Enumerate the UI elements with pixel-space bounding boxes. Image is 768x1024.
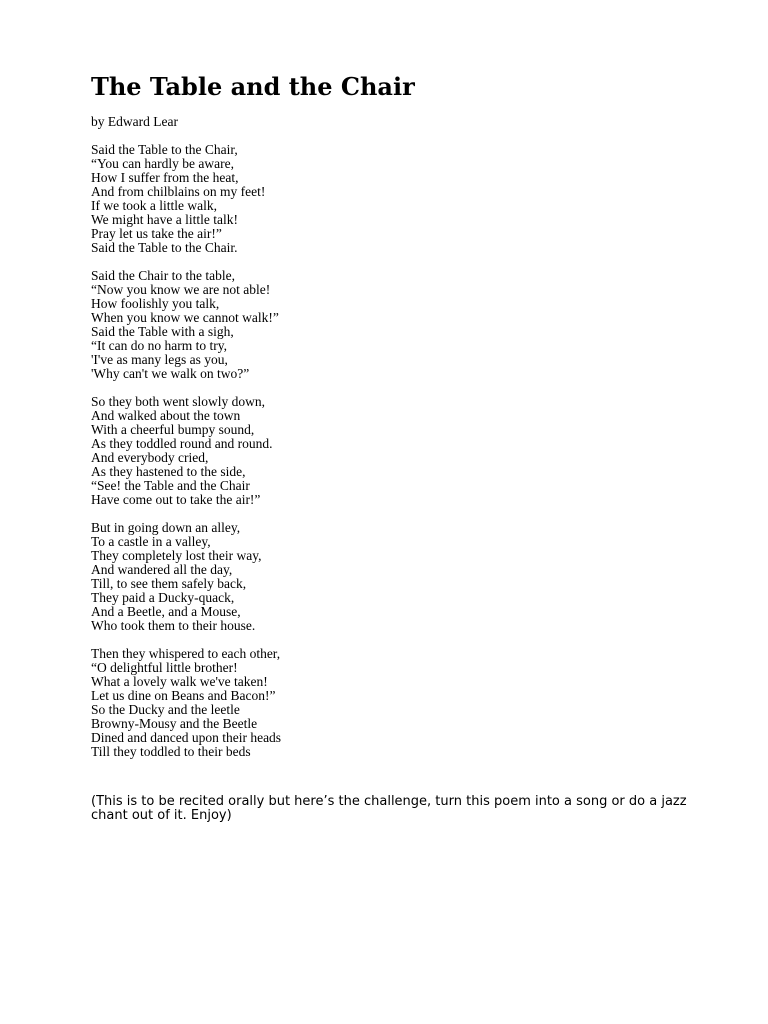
- poem-line: What a lovely walk we've taken!: [91, 674, 268, 689]
- poem-line: How foolishly you talk,: [91, 296, 220, 311]
- stanza-3: [91, 395, 272, 507]
- poem-line: As they hastened to the side,: [91, 464, 246, 479]
- poem-line: And walked about the town: [91, 408, 241, 423]
- stanza-5: [91, 647, 281, 759]
- poem-line: Said the Table to the Chair.: [91, 240, 238, 255]
- poem-line: So they both went slowly down,: [91, 394, 265, 409]
- poem-line: As they toddled round and round.: [91, 436, 273, 451]
- poem-line: Browny-Mousy and the Beetle: [91, 716, 258, 731]
- poem-line: And everybody cried,: [91, 450, 209, 465]
- poem-line: “It can do no harm to try,: [91, 338, 227, 353]
- poem-line: Till they toddled to their beds: [91, 744, 251, 759]
- poem-line: Said the Table to the Chair,: [91, 142, 238, 157]
- poem-line: Pray let us take the air!”: [91, 226, 222, 241]
- poem-line: They completely lost their way,: [91, 548, 262, 563]
- recitation-note: (This is to be recited orally but here’s the challenge, turn this poem into a song or do a jazz chant out of it. Enjoy): [91, 794, 687, 823]
- poem-line: With a cheerful bumpy sound,: [91, 422, 255, 437]
- stanza-4: [91, 521, 261, 633]
- poem-line: And from chilblains on my feet!: [91, 184, 266, 199]
- poem-line: Have come out to take the air!”: [91, 492, 261, 507]
- poem-line: When you know we cannot walk!”: [91, 310, 279, 325]
- poem-line: “O delightful little brother!: [91, 660, 238, 675]
- poem-line: Who took them to their house.: [91, 618, 256, 633]
- poem-line: Let us dine on Beans and Bacon!”: [91, 688, 276, 703]
- poem-line: So the Ducky and the leetle: [91, 702, 240, 717]
- poem-line: “Now you know we are not able!: [91, 282, 271, 297]
- poem-line: And a Beetle, and a Mouse,: [91, 604, 241, 619]
- poem-author: by Edward Lear: [91, 114, 178, 129]
- stanza-1: [91, 143, 265, 255]
- poem-line: And wandered all the day,: [91, 562, 233, 577]
- poem-line: But in going down an alley,: [91, 520, 241, 535]
- stanza-2: [91, 269, 279, 381]
- poem-line: “See! the Table and the Chair: [91, 478, 250, 493]
- poem-line: Dined and danced upon their heads: [91, 730, 282, 745]
- poem-line: If we took a little walk,: [91, 198, 217, 213]
- poem-line: They paid a Ducky-quack,: [91, 590, 235, 605]
- poem-line: How I suffer from the heat,: [91, 170, 239, 185]
- poem-title: The Table and the Chair: [91, 72, 415, 101]
- poem-line: 'I've as many legs as you,: [91, 352, 228, 367]
- poem-line: To a castle in a valley,: [91, 534, 211, 549]
- poem-line: Said the Table with a sigh,: [91, 324, 234, 339]
- poem-line: Till, to see them safely back,: [91, 576, 247, 591]
- poem-line: Then they whispered to each other,: [91, 646, 281, 661]
- poem-line: “You can hardly be aware,: [91, 156, 234, 171]
- poem-line: 'Why can't we walk on two?”: [91, 366, 250, 381]
- poem-line: Said the Chair to the table,: [91, 268, 235, 283]
- poem-line: We might have a little talk!: [91, 212, 238, 227]
